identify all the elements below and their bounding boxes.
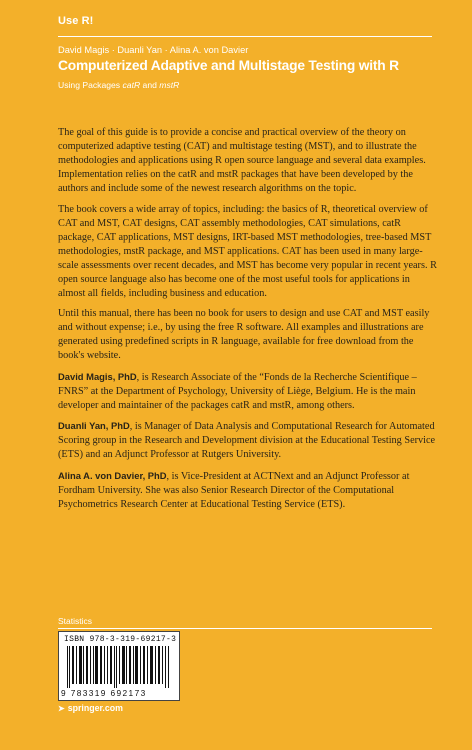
subtitle-prefix: Using Packages <box>58 80 123 90</box>
publisher-url[interactable]: springer.com <box>67 703 123 713</box>
top-divider <box>58 36 432 37</box>
barcode-digits: 9 783319 692173 <box>61 688 147 698</box>
bio-text: , is Vice-President at ACTNext and an Adjunct Professor at Fordham University. She was also Senior Research Director of the Computational Psychometrics Research Center at Educational Testing Service (ETS). <box>58 470 410 510</box>
bio-von-davier <box>58 469 438 512</box>
bio-name: David Magis, PhD <box>58 370 137 382</box>
authors-line: David Magis · Duanli Yan · Alina A. von Davier <box>58 45 249 55</box>
blurb-text <box>58 126 438 518</box>
bio-magis <box>58 370 438 413</box>
publisher-link[interactable] <box>58 703 123 713</box>
category-label: Statistics <box>58 616 93 626</box>
subtitle-pkg-mstr: mstR <box>159 80 180 90</box>
paragraph-topics: The book covers a wide array of topics, including: the basics of R, theoretical overview of CAT and MST, CAT designs, CAT assembly methodologies, CAT simulations, catR package, CAT applications, MST designs, IRT-based MST methodologies, tree-based MST methodologies, mstR package, and MST applications. CAT has been used in many large-scale assessments over recent decades, and MST has become very popular in recent years. R open source language also has become one of the most useful tools for applications in almost all fields, including business and education. <box>58 203 437 299</box>
subtitle-pkg-catr: catR <box>122 80 141 90</box>
book-subtitle <box>58 80 179 90</box>
isbn-barcode <box>58 631 180 701</box>
isbn-label: ISBN 978-3-319-69217-3 <box>64 635 177 644</box>
book-title: Computerized Adaptive and Multistage Testing with R <box>58 58 399 73</box>
bio-yan <box>58 419 438 462</box>
bio-name: Alina A. von Davier, PhD <box>58 469 167 481</box>
paragraph-manual: Until this manual, there has been no book for users to design and use CAT and MST easily and without expense; i.e., by using the free R software. All examples and illustrations are generated using predefined scripts in R language, available for free download from the book's website. <box>58 308 430 361</box>
bio-name: Duanli Yan, PhD <box>58 420 130 431</box>
series-name: Use R! <box>58 15 94 27</box>
arrow-right-icon: ➤ <box>58 704 65 713</box>
bio-text: , is Research Associate of the “Fonds de la Recherche Scientifique – FNRS” at the Department of Psychology, University of Liège, Belgium. He is the main developer and maintainer of the packages catR and mstR, among others. <box>58 371 417 411</box>
paragraph-goal: The goal of this guide is to provide a concise and practical overview of the theory on computerized adaptive testing (CAT) and multistage testing (MST), and to illustrate the methodologies and applications using R open source language and several data examples. Implementation relies on the catR and mstR packages that have been developed by the authors and include some of the newest research algorithms on the topic. <box>58 127 426 194</box>
barcode-icon <box>67 646 171 688</box>
bottom-divider <box>58 628 432 629</box>
subtitle-and: and <box>140 80 160 90</box>
bio-text: , is Manager of Data Analysis and Computational Research for Automated Scoring group in the Research and Development division at the Educational Testing Service (ETS) and an Adjunct Professor at Rutgers University. <box>58 421 436 460</box>
